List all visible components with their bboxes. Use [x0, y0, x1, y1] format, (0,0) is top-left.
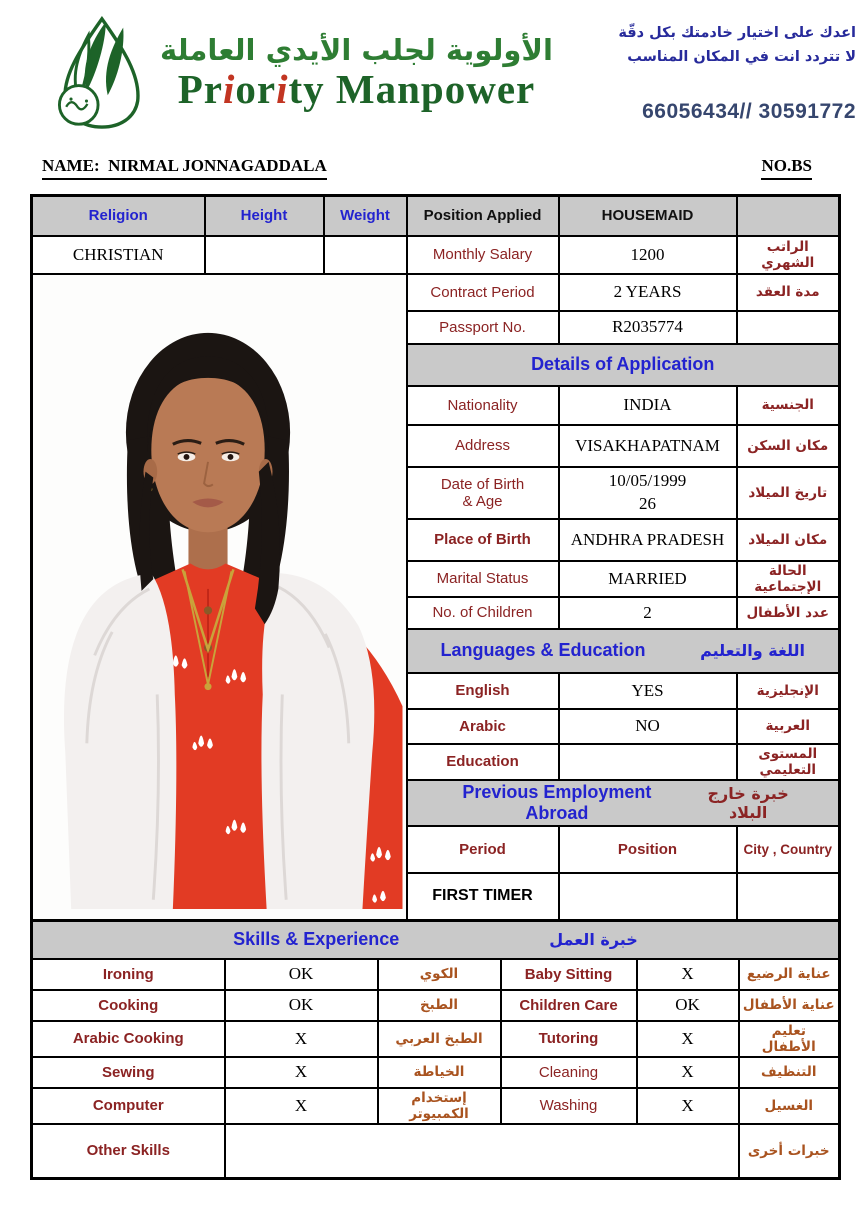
arabic-arabic-cell: العربية: [737, 709, 840, 744]
monthly-salary-label-cell: Monthly Salary: [407, 236, 559, 274]
arabic-tagline: [610, 22, 856, 70]
skill-label-cell: Computer: [32, 1088, 225, 1124]
arabic-label-cell: Arabic: [407, 709, 559, 744]
weight-value-cell: [324, 236, 407, 274]
dob-label-cell: [407, 467, 559, 519]
children-value-cell: 2: [559, 597, 737, 629]
education-label-cell: Education: [407, 744, 559, 780]
pob-value-cell: ANDHRA PRADESH: [559, 519, 737, 561]
logo-text-part: ty: [288, 66, 325, 113]
applicant-photo-cell: [32, 274, 407, 921]
skill-label-cell: Children Care: [501, 990, 637, 1021]
skill-arabic-cell: الخياطة: [378, 1057, 501, 1088]
previous-employment-banner: [407, 780, 840, 826]
height-value-cell: [205, 236, 324, 274]
languages-education-banner: [407, 629, 840, 673]
skill-arabic-cell: إستخدام الكمبيوتر: [378, 1088, 501, 1124]
position-applied-label-cell: Position Applied: [407, 196, 559, 236]
city-country-header-cell: City , Country: [737, 826, 840, 873]
applicant-photo: [36, 284, 403, 909]
skill-value-cell: X: [637, 1088, 739, 1124]
skill-value-cell: X: [637, 959, 739, 990]
skill-label-cell: Cleaning: [501, 1057, 637, 1088]
children-arabic-cell: عدد الأطفال: [737, 597, 840, 629]
skill-arabic-cell: الغسيل: [739, 1088, 840, 1124]
dob-value-cell: [559, 467, 737, 519]
skill-arabic-cell: تعليم الأطفال: [739, 1021, 840, 1057]
previous-employment-title: Previous Employment Abroad: [462, 781, 652, 823]
skill-arabic-cell: عناية الرضيع: [739, 959, 840, 990]
position-applied-value-cell: HOUSEMAID: [559, 196, 737, 236]
skills-table: [30, 919, 841, 1180]
logo-red-i: i: [276, 66, 289, 113]
monthly-salary-arabic-cell: الراتب الشهري: [737, 236, 840, 274]
skills-experience-arabic: خبرة العمل: [549, 930, 638, 950]
logo-text-part: or: [235, 66, 277, 113]
skill-value-cell: OK: [637, 990, 739, 1021]
skill-label-cell: Ironing: [32, 959, 225, 990]
skill-label-cell: Sewing: [32, 1057, 225, 1088]
previous-employment-arabic: خبرة خارج البلاد: [707, 783, 789, 822]
skill-value-cell: X: [637, 1021, 739, 1057]
arabic-value-cell: NO: [559, 709, 737, 744]
header-right-block: [610, 16, 860, 124]
applicant-name: NIRMAL JONNAGADDALA: [108, 156, 327, 175]
english-value-cell: YES: [559, 673, 737, 709]
agency-name-arabic: الأولوية لجلب الأيدي العاملة: [160, 32, 553, 67]
position-header-cell: Position: [559, 826, 737, 873]
marital-status-label-cell: Marital Status: [407, 561, 559, 597]
employment-city-value-cell: [737, 873, 840, 921]
height-header-cell: Height: [205, 196, 324, 236]
header-empty-cell: [737, 196, 840, 236]
logo-text-part: Manpower: [324, 66, 536, 113]
education-value-cell: [559, 744, 737, 780]
passport-value-cell: R2035774: [559, 311, 737, 344]
agency-logo-text: [160, 34, 553, 112]
children-label-cell: No. of Children: [407, 597, 559, 629]
skill-value-cell: OK: [225, 990, 378, 1021]
skill-value-cell: X: [637, 1057, 739, 1088]
skill-arabic-cell: الطبخ: [378, 990, 501, 1021]
skill-label-cell: Baby Sitting: [501, 959, 637, 990]
religion-value-cell: CHRISTIAN: [32, 236, 205, 274]
other-skills-arabic-cell: خبرات أخرى: [739, 1124, 840, 1179]
skills-experience-title: Skills & Experience: [233, 929, 400, 950]
tagline-line-1: اعدك على اختيار خادمتك بكل دقّة: [618, 25, 856, 41]
passport-arabic-cell: [737, 311, 840, 344]
nationality-arabic-cell: الجنسية: [737, 386, 840, 425]
skill-value-cell: OK: [225, 959, 378, 990]
details-of-application-banner: Details of Application: [407, 344, 840, 386]
reference-number-label: NO.BS: [761, 156, 812, 180]
skill-arabic-cell: التنظيف: [739, 1057, 840, 1088]
logo-red-i: i: [222, 66, 236, 113]
applicant-name-line: [42, 156, 327, 180]
tagline-line-2: لا تتردد انت في المكان المناسب: [627, 48, 856, 65]
logo-text-part: Pr: [177, 66, 223, 113]
pob-arabic-cell: مكان الميلاد: [737, 519, 840, 561]
skill-arabic-cell: عناية الأطفال: [739, 990, 840, 1021]
name-label: NAME:: [42, 156, 100, 175]
education-arabic-cell: المستوى التعليمي: [737, 744, 840, 780]
skill-label-cell: Arabic Cooking: [32, 1021, 225, 1057]
dob-arabic-cell: تاريخ الميلاد: [737, 467, 840, 519]
other-skills-value-cell: [225, 1124, 739, 1179]
skill-label-cell: Tutoring: [501, 1021, 637, 1057]
skill-label-cell: Cooking: [32, 990, 225, 1021]
marital-status-value-cell: MARRIED: [559, 561, 737, 597]
dob-date: 10/05/1999: [608, 470, 687, 490]
religion-header-cell: Religion: [32, 196, 205, 236]
weight-header-cell: Weight: [324, 196, 407, 236]
nationality-label-cell: Nationality: [407, 386, 559, 425]
contract-period-value-cell: 2 YEARS: [559, 274, 737, 311]
contract-period-label-cell: Contract Period: [407, 274, 559, 311]
marital-status-arabic-cell: الحالة الإجتماعية: [737, 561, 840, 597]
agency-logo: [50, 16, 553, 130]
employment-position-value-cell: [559, 873, 737, 921]
passport-label-cell: Passport No.: [407, 311, 559, 344]
english-arabic-cell: الإنجليزية: [737, 673, 840, 709]
phone-number: 66056434// 30591772: [642, 99, 856, 123]
document-header: [0, 0, 868, 130]
address-arabic-cell: مكان السكن: [737, 425, 840, 467]
dob-label-line2: & Age: [462, 492, 503, 510]
skill-value-cell: X: [225, 1088, 378, 1124]
name-row: [42, 156, 812, 180]
agency-name-english: [160, 67, 553, 112]
skills-experience-banner: [32, 921, 840, 959]
skill-value-cell: X: [225, 1057, 378, 1088]
address-label-cell: Address: [407, 425, 559, 467]
languages-education-title: Languages & Education: [440, 640, 646, 660]
skill-label-cell: Washing: [501, 1088, 637, 1124]
other-skills-label-cell: Other Skills: [32, 1124, 225, 1179]
employment-period-value-cell: FIRST TIMER: [407, 873, 559, 921]
agency-logo-icon: [50, 16, 150, 130]
english-label-cell: English: [407, 673, 559, 709]
dob-age: 26: [639, 493, 656, 513]
period-header-cell: Period: [407, 826, 559, 873]
pob-label-cell: Place of Birth: [407, 519, 559, 561]
skill-value-cell: X: [225, 1021, 378, 1057]
nationality-value-cell: INDIA: [559, 386, 737, 425]
main-info-table: [30, 194, 841, 922]
contract-period-arabic-cell: مدة العقد: [737, 274, 840, 311]
skill-arabic-cell: الكوي: [378, 959, 501, 990]
languages-education-arabic: اللغة والتعليم: [700, 641, 805, 660]
skill-arabic-cell: الطبخ العربي: [378, 1021, 501, 1057]
dob-label-line1: Date of Birth: [440, 475, 525, 493]
monthly-salary-value-cell: 1200: [559, 236, 737, 274]
address-value-cell: VISAKHAPATNAM: [559, 425, 737, 467]
